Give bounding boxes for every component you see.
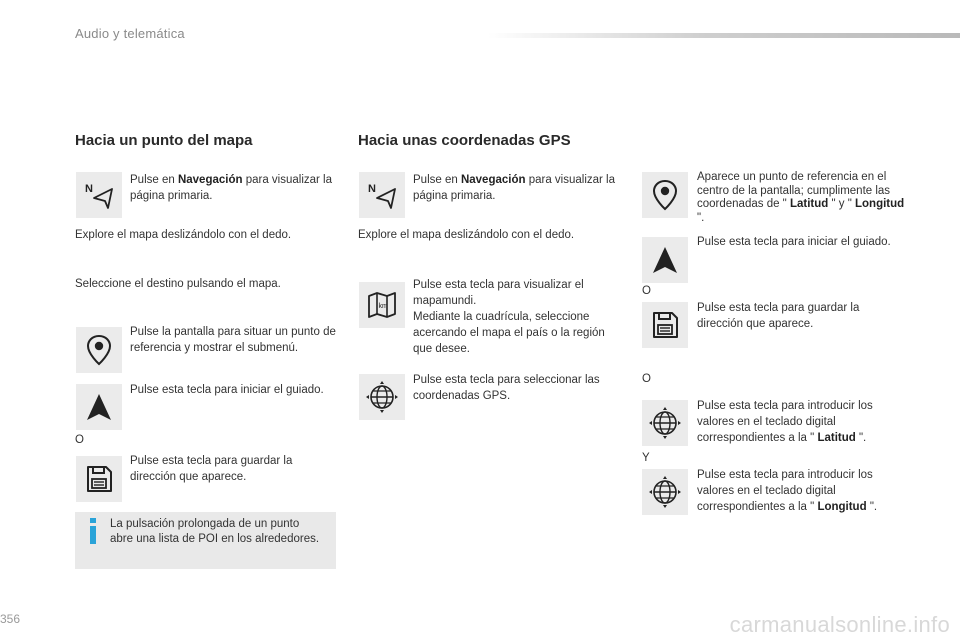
start-guidance-icon — [76, 384, 122, 430]
middle-step-nav: Pulse en Navegación para visualizar la página primaria. — [413, 174, 615, 202]
left-save-text: Pulse esta tecla para guardar la dirección que aparece. — [130, 455, 293, 483]
page-number: 356 — [0, 612, 21, 626]
right-or-label-1: O — [642, 285, 651, 297]
right-save-text: Pulse esta tecla para guardar la dirección que aparece. — [697, 302, 860, 330]
left-start-text: Pulse esta tecla para iniciar el guiado. — [130, 384, 324, 396]
map-pin-icon — [642, 172, 688, 218]
right-start-text: Pulse esta tecla para iniciar el guiado. — [697, 236, 891, 248]
middle-world-text — [413, 277, 625, 357]
right-or-label-2: O — [642, 373, 651, 385]
left-step-nav: Pulse en Navegación para visualizar la página primaria. — [130, 174, 332, 202]
left-select-destination-text: Seleccione el destino pulsando el mapa. — [75, 278, 281, 290]
world-map-icon — [359, 282, 405, 328]
world-text-line-1: Pulse esta tecla para visualizar el mapamundi. — [413, 279, 584, 307]
navigation-icon — [76, 172, 122, 218]
latitude-globe-icon — [642, 400, 688, 446]
section-title: Audio y telemática — [75, 26, 185, 41]
watermark: carmanualsonline.info — [729, 612, 950, 637]
info-text: La pulsación prolongada de un punto abre una lista de POI en los alrededores. — [110, 518, 320, 545]
navigation-icon — [359, 172, 405, 218]
info-icon — [88, 518, 98, 544]
header-divider — [488, 33, 960, 38]
middle-gps-text: Pulse esta tecla para seleccionar las coordenadas GPS. — [413, 374, 600, 402]
world-text-line-2: Mediante la cuadrícula, seleccione acercando el mapa el país o la región que desee. — [413, 311, 605, 355]
right-longitude-text: Pulse esta tecla para introducir los valores en el teclado digital correspondientes a la " Longitud ". — [697, 469, 878, 513]
middle-explore-text: Explore el mapa deslizándolo con el dedo. — [358, 229, 575, 241]
left-heading: Hacia un punto del mapa — [75, 132, 253, 149]
left-or-label: O — [75, 434, 84, 446]
gps-globe-icon — [359, 374, 405, 420]
svg-text:N: N — [368, 183, 376, 195]
middle-heading: Hacia unas coordenadas GPS — [358, 132, 571, 149]
right-and-label: Y — [642, 452, 650, 464]
save-icon — [76, 456, 122, 502]
right-ref-point-text: Aparece un punto de referencia en el centro de la pantalla; cumplimente las coordenadas de " Latitud " y " Longitud ". — [697, 171, 905, 224]
svg-text:N: N — [85, 183, 93, 195]
save-icon — [642, 302, 688, 348]
svg-text:km: km — [378, 303, 388, 310]
right-latitude-text: Pulse esta tecla para introducir los valores en el teclado digital correspondientes a la " Latitud ". — [697, 400, 873, 444]
left-explore-text: Explore el mapa deslizándolo con el dedo. — [75, 229, 292, 241]
map-pin-icon — [76, 327, 122, 373]
start-guidance-icon — [642, 237, 688, 283]
left-point-text: Pulse la pantalla para situar un punto de referencia y mostrar el submenú. — [130, 326, 336, 354]
longitude-globe-icon — [642, 469, 688, 515]
